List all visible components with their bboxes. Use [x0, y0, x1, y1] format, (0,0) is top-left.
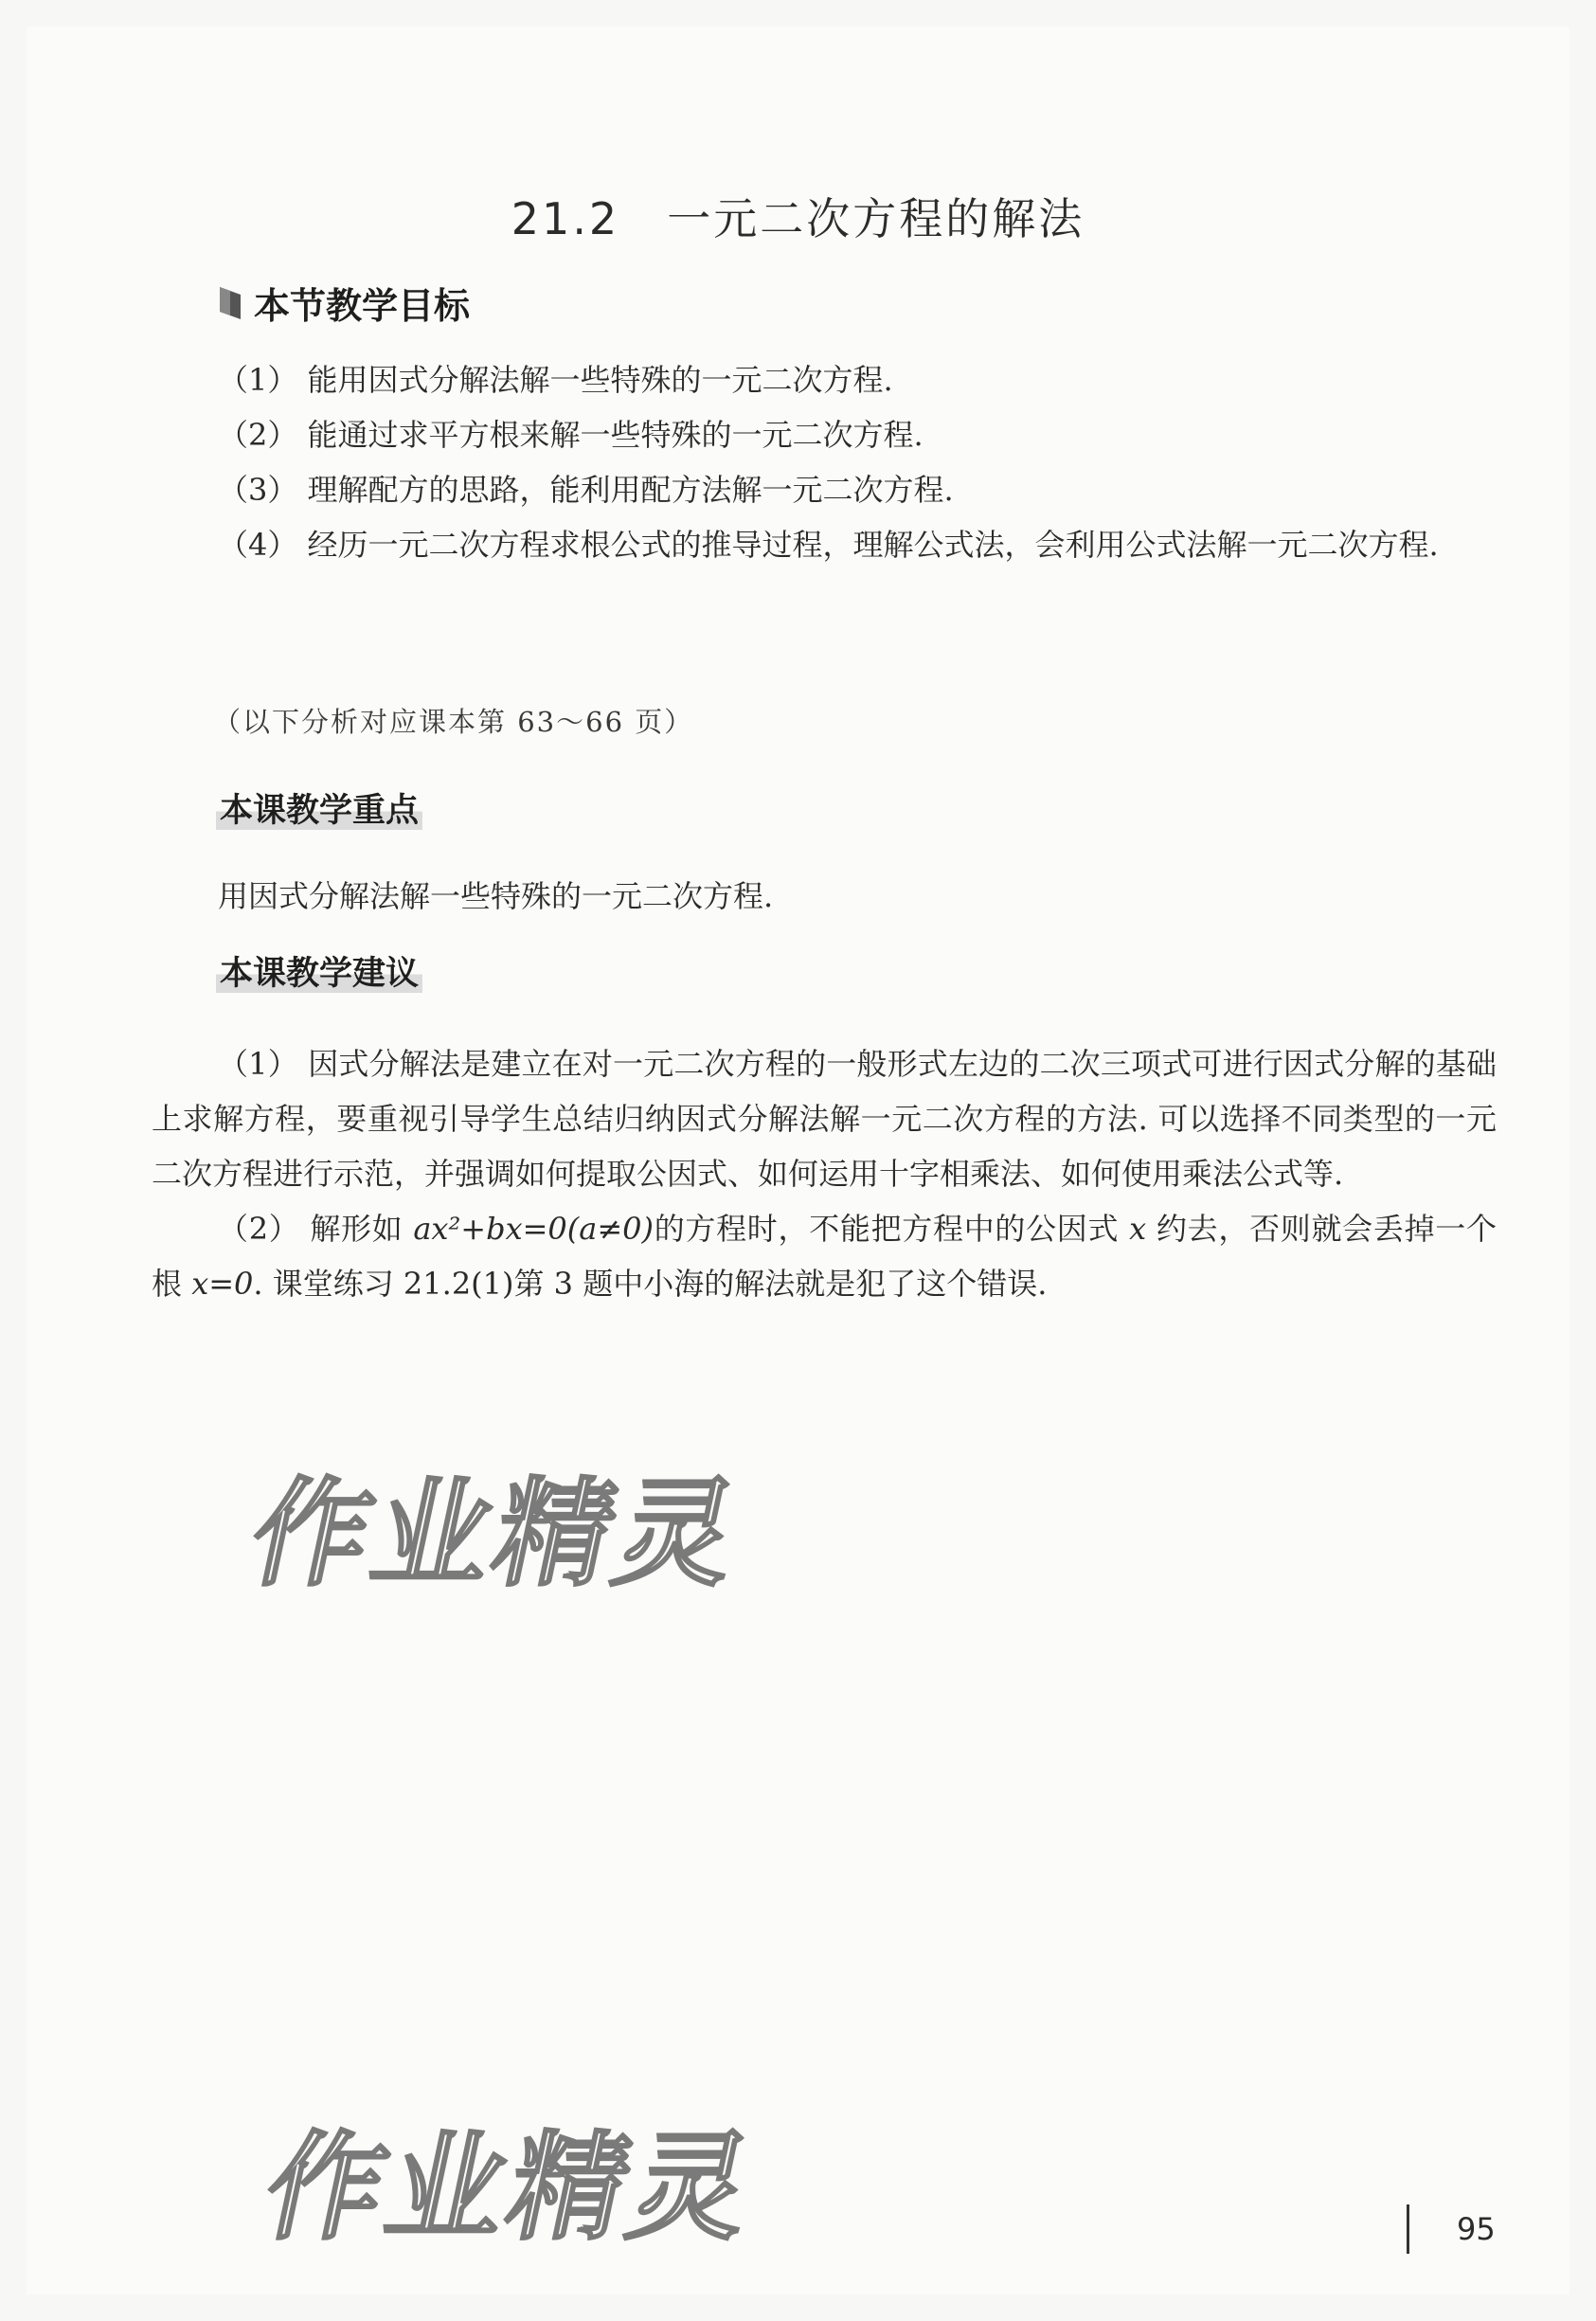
root-expression: x=0	[191, 1266, 254, 1302]
objectives-heading	[216, 277, 470, 329]
section-badge-icon	[216, 285, 244, 321]
suggestion-text: （2） 解形如	[218, 1211, 414, 1247]
key-points-heading: 本课教学重点	[216, 784, 422, 834]
objective-item: （1） 能用因式分解法解一些特殊的一元二次方程.	[218, 362, 893, 398]
page-footer	[1407, 2204, 1496, 2254]
watermark-upper: 作业精灵	[239, 1466, 753, 1603]
suggestions-body	[152, 1036, 1497, 1311]
key-points-text: 用因式分解法解一些特殊的一元二次方程.	[218, 878, 774, 914]
page-number-divider	[1407, 2204, 1409, 2254]
suggestion-text: 约去，否则就会丢掉一个根	[152, 1211, 1497, 1302]
suggestion-text: . 课堂练习 21.2(1)第 3 题中小海的解法就是犯了这个错误.	[253, 1266, 1048, 1302]
objectives-heading-text: 本节教学目标	[254, 285, 471, 327]
watermark-lower: 作业精灵	[253, 2120, 767, 2257]
key-points-body	[152, 869, 1497, 924]
chapter-number: 21.2	[511, 193, 620, 244]
objective-item: （4） 经历一元二次方程求根公式的推导过程，理解公式法，会利用公式法解一元二次方程.	[218, 527, 1439, 563]
equation-formula: ax²+bx=0(a≠0)	[413, 1211, 654, 1247]
objectives-list	[152, 352, 1497, 572]
suggestion-text: 的方程时，不能把方程中的公因式	[654, 1211, 1130, 1247]
suggestion-paragraph-2	[152, 1201, 1497, 1311]
objective-item: （3） 理解配方的思路，能利用配方法解一元二次方程.	[218, 472, 954, 508]
objective-item: （2） 能通过求平方根来解一些特殊的一元二次方程.	[218, 417, 924, 453]
suggestion-paragraph-1: （1） 因式分解法是建立在对一元二次方程的一般形式左边的二次三项式可进行因式分解的基础上求解方程，要重视引导学生总结归纳因式分解法解一元二次方程的方法. 可以选择不同类型的一元二次方程进行示范，并强调如何提取公因式、如何运用十字相乘法、如何使用乘法公式等.	[152, 1046, 1497, 1192]
textbook-pages-note: （以下分析对应课本第 63～66 页）	[213, 706, 694, 738]
chapter-title-text: 一元二次方程的解法	[667, 193, 1085, 244]
suggestions-heading: 本课教学建议	[216, 947, 422, 997]
page-number: 95	[1457, 2211, 1496, 2247]
chapter-title	[0, 185, 1596, 247]
math-variable: x	[1129, 1211, 1147, 1247]
